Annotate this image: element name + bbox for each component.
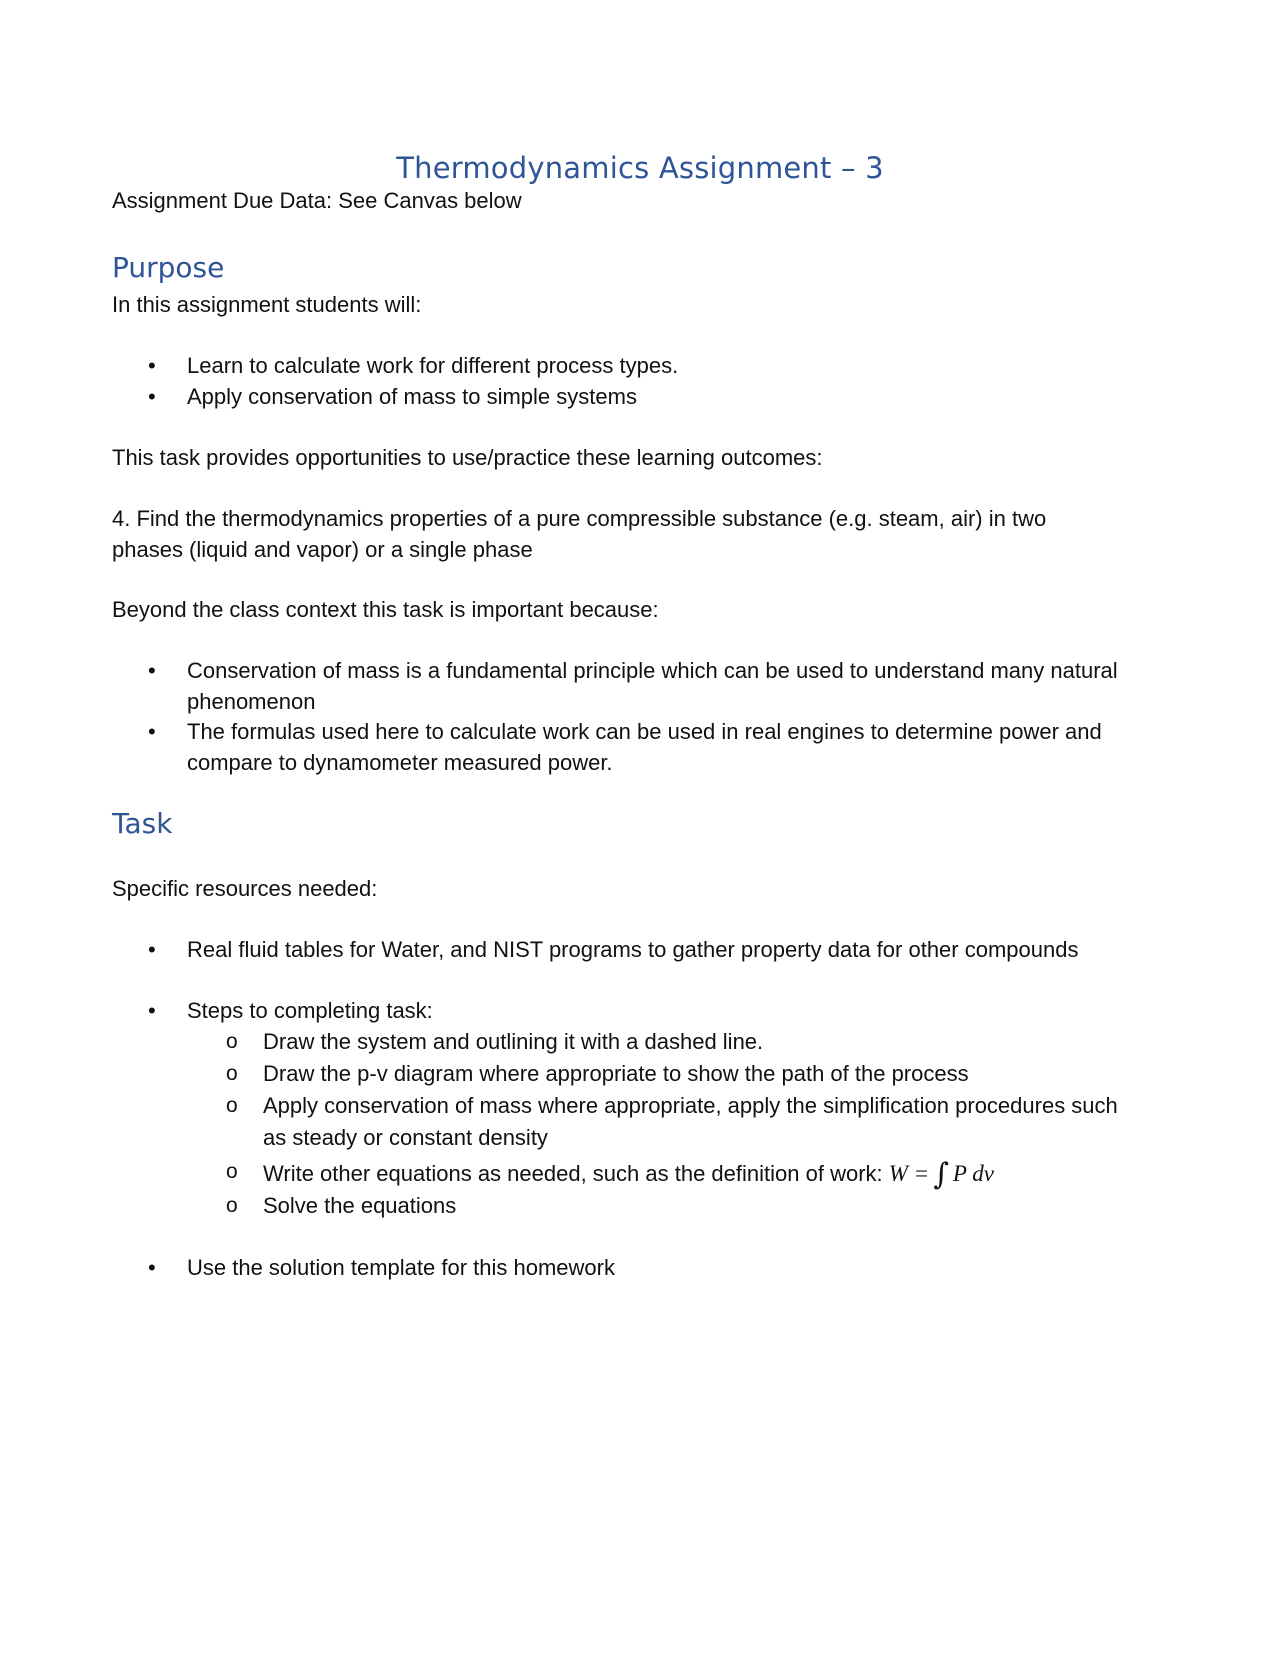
step-item: Draw the system and outlining it with a dashed line. bbox=[263, 1029, 764, 1054]
sub-bullet-icon: o bbox=[226, 1062, 238, 1085]
step-item-with-formula bbox=[263, 1157, 994, 1192]
bullet-icon: • bbox=[148, 719, 156, 744]
beyond-bullet-cont: phenomenon bbox=[187, 689, 316, 714]
purpose-bullet: Apply conservation of mass to simple systems bbox=[187, 384, 637, 409]
document-title: Thermodynamics Assignment – 3 bbox=[396, 151, 884, 185]
integral-icon: ∫ bbox=[933, 1157, 949, 1192]
outcome-line: phases (liquid and vapor) or a single phase bbox=[112, 537, 533, 562]
beyond-bullet-cont: compare to dynamometer measured power. bbox=[187, 750, 613, 775]
bullet-icon: • bbox=[148, 658, 156, 683]
formula-rhs: P dv bbox=[952, 1161, 994, 1186]
resources-intro: Specific resources needed: bbox=[112, 876, 378, 901]
sub-bullet-icon: o bbox=[226, 1194, 238, 1217]
resource-bullet: Real fluid tables for Water, and NIST programs to gather property data for other compounds bbox=[187, 937, 1079, 962]
steps-bullet: Steps to completing task: bbox=[187, 998, 433, 1023]
bullet-icon: • bbox=[148, 937, 156, 962]
bullet-icon: • bbox=[148, 1255, 156, 1280]
purpose-bullet: Learn to calculate work for different process types. bbox=[187, 353, 679, 378]
step-item: Solve the equations bbox=[263, 1193, 457, 1218]
step-item: Write other equations as needed, such as the definition of work: bbox=[263, 1161, 889, 1186]
template-bullet: Use the solution template for this homework bbox=[187, 1255, 615, 1280]
step-item: Apply conservation of mass where appropriate, apply the simplification procedures such bbox=[263, 1093, 1118, 1118]
task-heading: Task bbox=[112, 807, 173, 840]
purpose-heading: Purpose bbox=[112, 251, 225, 284]
bullet-icon: • bbox=[148, 998, 156, 1023]
beyond-bullet: The formulas used here to calculate work can be used in real engines to determine power and bbox=[187, 719, 1102, 744]
outcome-line: 4. Find the thermodynamics properties of a pure compressible substance (e.g. steam, air) in two bbox=[112, 506, 1047, 531]
formula-lhs: W = bbox=[888, 1161, 930, 1186]
beyond-intro: Beyond the class context this task is important because: bbox=[112, 597, 659, 622]
bullet-icon: • bbox=[148, 384, 156, 409]
sub-bullet-icon: o bbox=[226, 1030, 238, 1053]
step-item-cont: as steady or constant density bbox=[263, 1125, 548, 1150]
work-formula bbox=[888, 1157, 994, 1192]
step-item: Draw the p-v diagram where appropriate to show the path of the process bbox=[263, 1061, 969, 1086]
due-date-line: Assignment Due Data: See Canvas below bbox=[112, 188, 522, 213]
sub-bullet-icon: o bbox=[226, 1160, 238, 1183]
purpose-intro: In this assignment students will: bbox=[112, 292, 422, 317]
beyond-bullet: Conservation of mass is a fundamental principle which can be used to understand many natural bbox=[187, 658, 1118, 683]
outcomes-intro: This task provides opportunities to use/practice these learning outcomes: bbox=[112, 445, 823, 470]
sub-bullet-icon: o bbox=[226, 1094, 238, 1117]
bullet-icon: • bbox=[148, 353, 156, 378]
